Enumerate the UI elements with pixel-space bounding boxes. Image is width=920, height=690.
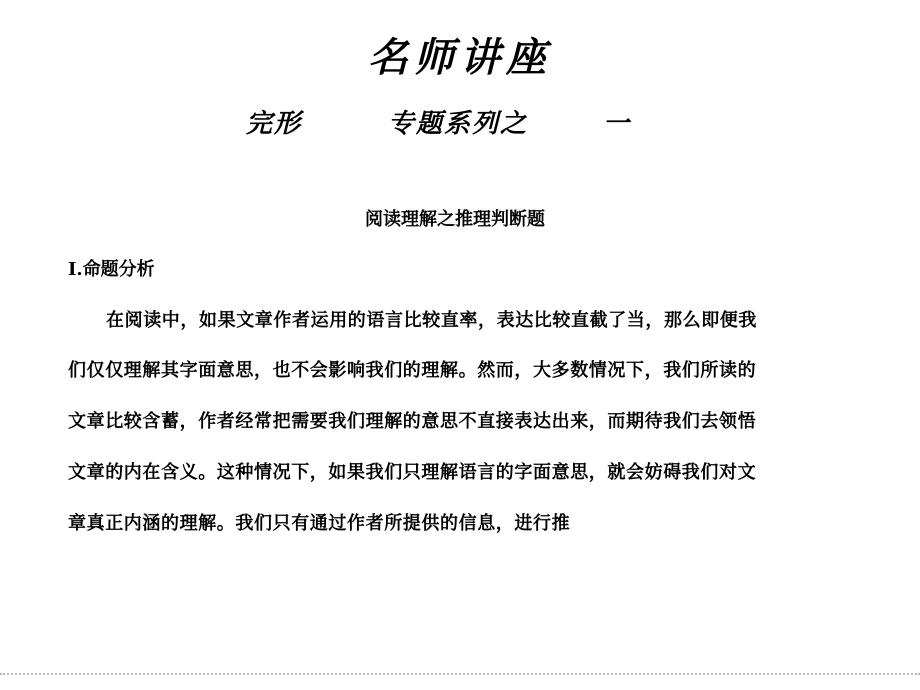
section-heading: 阅读理解之推理判断题	[365, 209, 545, 230]
subsection-number: I.	[68, 259, 83, 280]
subsection-label: 命题分析	[82, 259, 155, 280]
subsection-heading	[68, 256, 155, 284]
subtitle-series: 专题系列之	[388, 109, 529, 139]
paragraph-line: 文章比较含蓄，作者经常把需要我们理解的意思不直接表达出来，而期待我们去领悟	[68, 411, 757, 432]
subtitle-number: 一	[603, 109, 632, 139]
paragraph-line: 在阅读中，如果文章作者运用的语言比较直率，表达比较直截了当，那么即便我	[106, 310, 757, 331]
subtitle-topic: 完形	[246, 109, 303, 139]
bottom-divider	[0, 673, 920, 675]
paragraph-line: 们仅仅理解其字面意思，也不会影响我们的理解。然而，大多数情况下，我们所读的	[68, 360, 757, 381]
paragraph-line: 章真正内涵的理解。我们只有通过作者所提供的信息，进行推	[68, 513, 571, 534]
page-title: 名师讲座	[368, 35, 552, 81]
paragraph-line: 文章的内在含义。这种情况下，如果我们只理解语言的字面意思，就会妨碍我们对文	[68, 462, 757, 483]
